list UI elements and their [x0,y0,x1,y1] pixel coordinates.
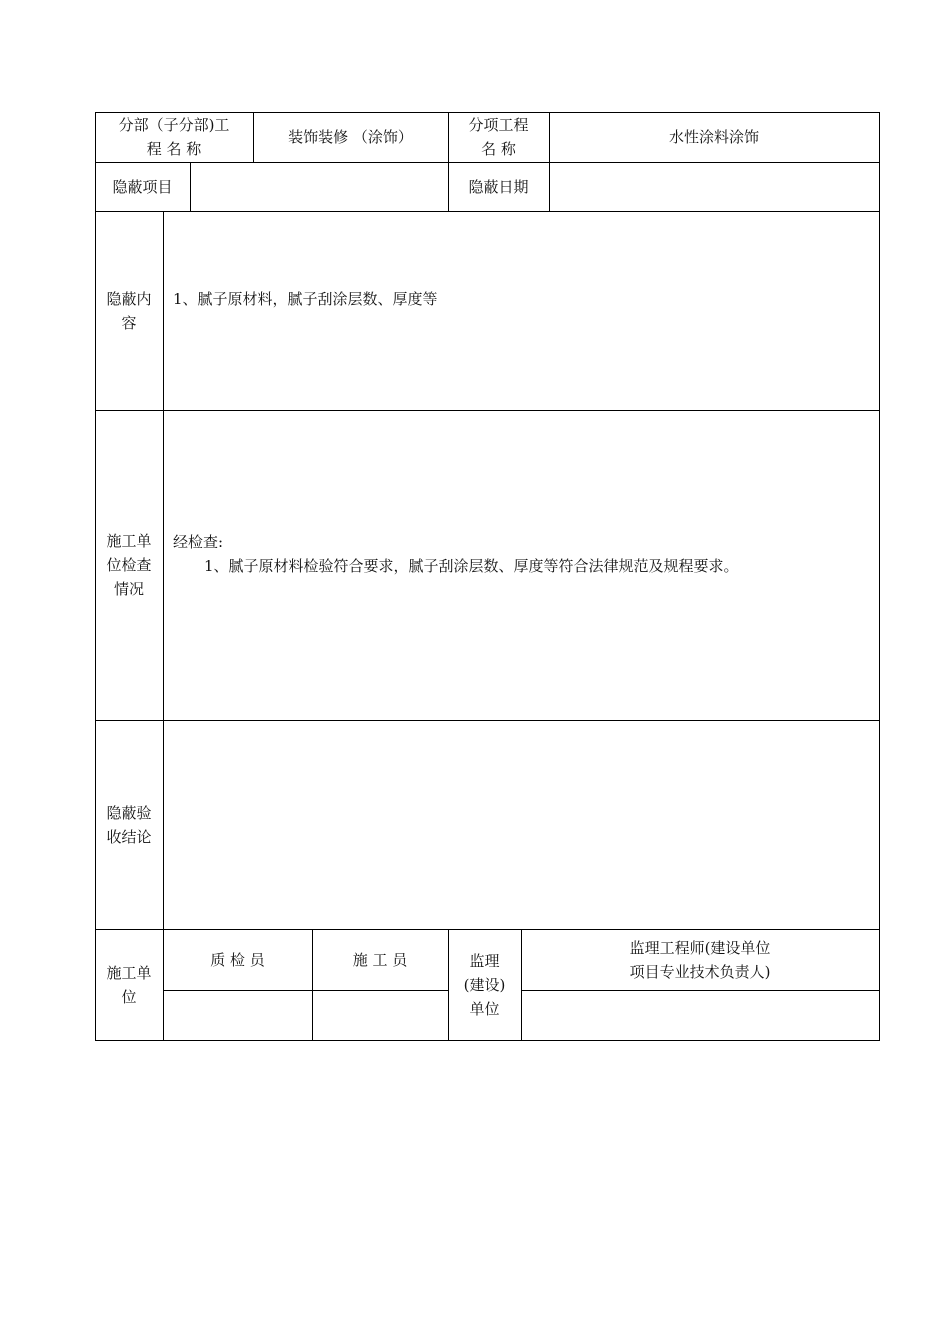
supervising-engineer-signature[interactable] [521,990,879,1040]
row-divider-2 [95,211,880,212]
supervising-engineer-label: 监理工程师(建设单位 项目专业技术负责人) [629,938,771,981]
concealed-date-label: 隐蔽日期 [468,177,529,196]
row-divider-4 [95,720,880,721]
sub-item-value: 水性涂料涂饰 [668,128,759,146]
contractor-unit-label: 施工单 位 [106,963,152,1006]
concealed-content-text: 1、腻子原材料，腻子刮涂层数、厚度等 [173,290,438,308]
contractor-check-intro: 经检查: [173,533,224,551]
concealed-content-label: 隐蔽内 容 [106,289,152,332]
concealed-date-value[interactable] [549,162,879,211]
row-divider-3 [95,410,880,411]
supervisor-unit-label: 监理 (建设) 单位 [463,951,506,1018]
sub-item-label: 分项工程 名 称 [468,116,529,158]
acceptance-record-form [95,112,880,1041]
border-right [879,112,880,1041]
border-bottom [95,1040,880,1041]
contractor-check-item1: 1、腻子原材料检验符合要求，腻子刮涂层数、厚度等符合法律规范及规程要求。 [204,557,739,575]
builder-signature[interactable] [312,990,448,1040]
inspector-signature[interactable] [163,990,312,1040]
col-label [163,211,164,1040]
inspector-label: 质 检 员 [210,950,265,969]
concealed-item-label: 隐蔽项目 [112,177,173,196]
section-name-label: 分部（子分部)工 程 名 称 [118,116,230,158]
contractor-check-label: 施工单 位检查 情况 [106,532,152,598]
builder-label: 施 工 员 [352,950,408,969]
concealed-item-value[interactable] [190,162,448,211]
section-name-value: 装饰装修 （涂饰） [288,128,413,146]
conclusion-label: 隐蔽验 收结论 [106,803,152,846]
